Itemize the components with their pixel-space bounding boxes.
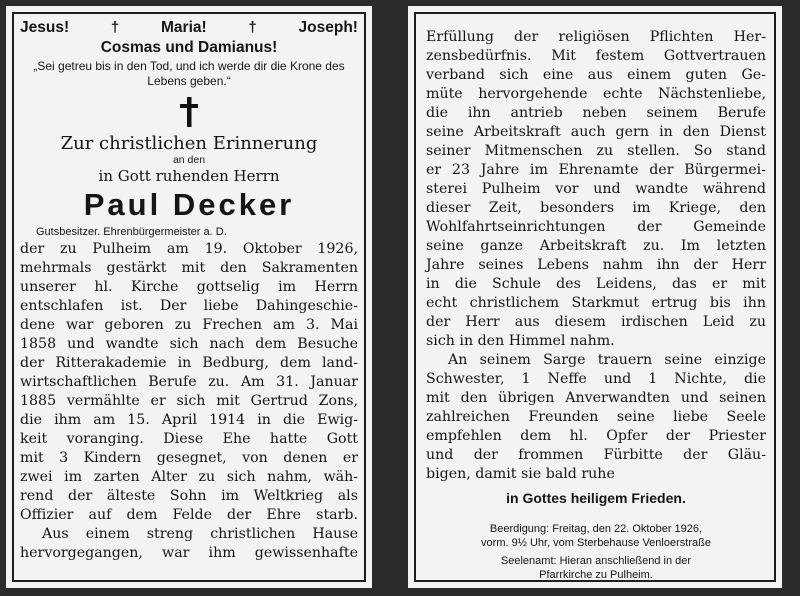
text-line: Wohlfahrtseinrichtungen der Gemeinde	[426, 219, 766, 235]
invocation-names	[20, 18, 358, 38]
burial-line-1: Beerdigung: Freitag, den 22. Oktober 1926,	[489, 523, 703, 535]
text-line: keit voranging. Diese Ehe hatte Gott	[20, 431, 358, 447]
name-joseph: Joseph!	[298, 19, 358, 36]
text-line: rend der älteste Sohn im Weltkrieg als	[20, 488, 358, 504]
text-line: dene war geboren zu Frechen am 3. Mai	[20, 317, 358, 333]
text-line: empfehlen dem hl. Opfer der Priester	[426, 428, 766, 444]
text-line: entschlafen ist. Der liebe Dahingeschie-	[20, 298, 358, 314]
mourners-text	[426, 351, 766, 484]
deceased-name: Paul Decker	[83, 187, 295, 222]
text-line: hervorgegangen, war ihm gewissenhafte	[20, 545, 358, 561]
name-maria: Maria!	[161, 19, 207, 36]
saints-line: Cosmas und Damianus!	[100, 39, 278, 56]
text-line: in die Schule des Leidens, das er mit	[426, 276, 766, 292]
text-line: zensbedürfnis. Mit festem Gottvertrauen	[426, 48, 766, 64]
biography-text-right	[426, 28, 766, 351]
memorial-title: Zur christlichen Erinnerung	[60, 133, 318, 154]
text-line: mit den übrigen Anverwandten und seinen	[426, 390, 766, 406]
text-line: Aus einem streng christlichen Hause	[42, 526, 358, 542]
burial-info	[426, 522, 766, 550]
text-line: sich in den Himmel nahm.	[426, 333, 615, 349]
text-line: zahlreichen Freunden seine liebe Seele	[426, 409, 766, 425]
text-line: die ihn antrieb neben seinem Berufe	[426, 105, 766, 121]
an-den-text: an den	[172, 154, 206, 166]
closing-phrase: in Gottes heiligem Frieden.	[506, 490, 686, 506]
text-line: 1885 vermählte er sich mit Gertrud Zons,	[20, 393, 358, 409]
text-line: der zu Pulheim am 19. Oktober 1926,	[20, 241, 358, 257]
mass-line-1: Seelenamt: Hieran anschließend in der	[500, 555, 692, 567]
text-line: Schwester, 1 Neffe und 1 Nichte, die	[426, 371, 766, 387]
text-line: sterei Pulheim vor und wandte während	[426, 181, 766, 197]
deceased-role: Gutsbesitzer. Ehrenbürgermeister a. D.	[36, 226, 227, 238]
memorial-card-front	[6, 6, 372, 588]
text-line: Jahre seines Lebens nahm ihn der Herr	[426, 257, 766, 273]
text-line: mit 3 Kindern gesegnet, von denen er	[20, 450, 358, 466]
text-line: dieser Zeit, besonders im Kriege, den	[426, 200, 766, 216]
burial-line-2: vorm. 9½ Uhr, vom Sterbehause Venloerstraße	[481, 537, 711, 549]
text-line: Offizier auf dem Felde der Ehre starb.	[20, 507, 358, 523]
text-line: echt christlichem Starkmut ertrug bis ihn	[426, 295, 766, 311]
text-line: An seinem Sarge trauern seine einzige	[448, 352, 766, 368]
text-line: bigen, damit sie bald ruhe	[426, 466, 615, 482]
text-line: 1858 und wandte sich nach dem Besuche	[20, 336, 358, 352]
mass-line-2: Pfarrkirche zu Pulheim.	[539, 569, 653, 581]
text-line: der Ritterakademie in Bedburg, dem land-	[20, 355, 358, 371]
text-line: seiner Mitmenschen zu stellen. So stand	[426, 143, 766, 159]
text-line: der Herr aus diesem irdischen Leid zu	[426, 314, 766, 330]
memorial-subtitle: in Gott ruhenden Herrn	[98, 167, 280, 185]
cross-icon: †	[110, 19, 120, 36]
requiem-mass-info	[426, 554, 766, 582]
text-line: zwei im zarten Alter zu sich nahm, wäh-	[20, 469, 358, 485]
name-jesus: Jesus!	[20, 19, 70, 36]
text-line: verband sich eine aus einem guten Ge-	[426, 67, 766, 83]
text-line: mehrmals gestärkt mit den Sakramenten	[20, 260, 358, 276]
text-line: wirtschaftlichen Berufe zu. Am 31. Januar	[20, 374, 358, 390]
text-line: seine Arbeitskraft auch gern in den Dienst	[426, 124, 766, 140]
text-line: die ihm am 15. April 1914 in die Ewig-	[20, 412, 358, 428]
text-line: und der frommen Fürbitte der Gläu-	[426, 447, 766, 463]
text-line: Erfüllung der religiösen Pflichten Her-	[426, 29, 766, 45]
latin-cross-icon	[179, 97, 199, 127]
cross-icon: †	[248, 19, 257, 36]
biography-text-left	[20, 240, 358, 563]
text-line: unserer hl. Kirche gottselig im Herrn	[20, 279, 358, 295]
memorial-card-back	[408, 6, 782, 588]
text-line: müte hervorgehende echte Nächstenliebe,	[426, 86, 766, 102]
text-line: seine ganze Arbeitskraft zu. Im letzten	[426, 238, 766, 254]
bible-quote: „Sei getreu bis in den Tod, und ich werde dir die Krone des Lebens geben.“	[33, 59, 345, 88]
text-line: er 23 Jahre im Ehrenamte der Bürgermei-	[426, 162, 766, 178]
